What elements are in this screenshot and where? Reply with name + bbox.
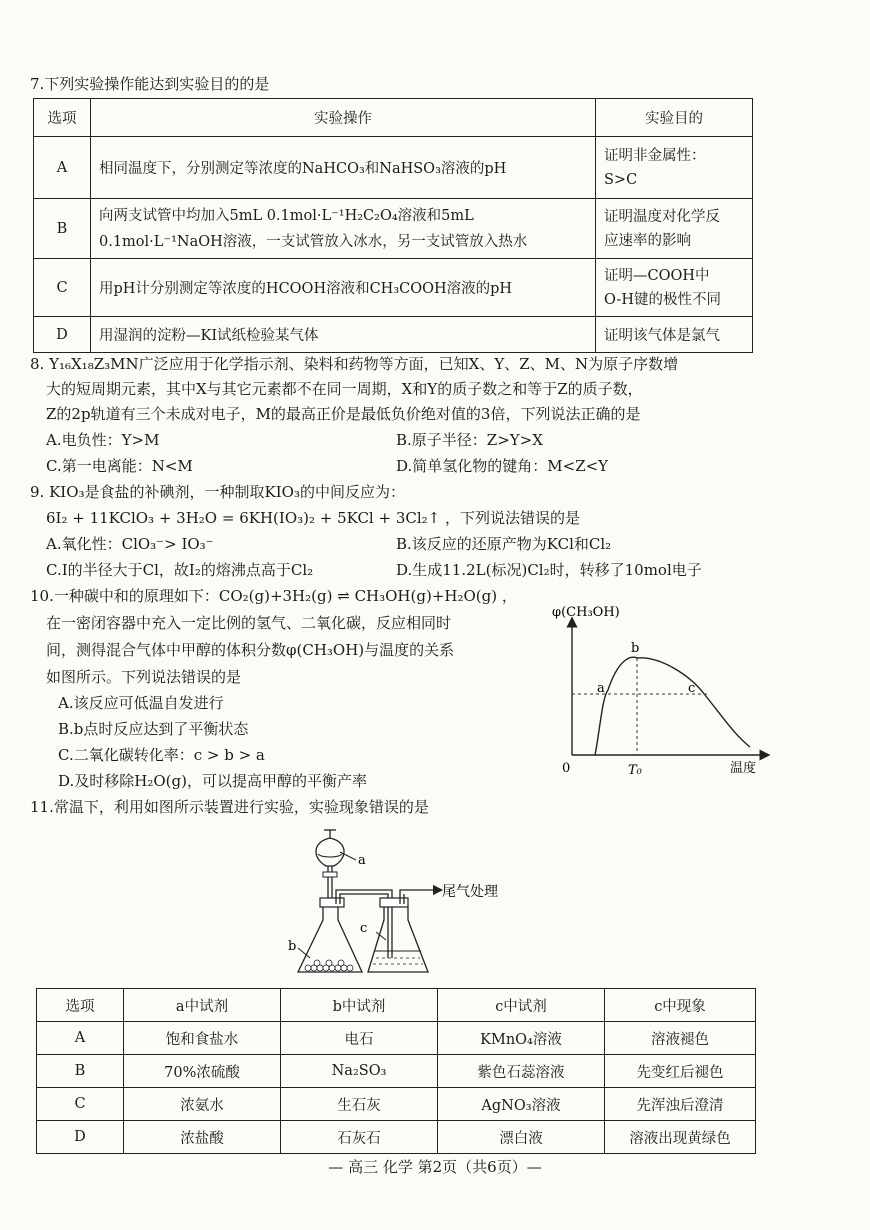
q11-row-c-option: C <box>37 1088 124 1121</box>
page-footer: — 高三 化学 第2页（共6页）— <box>328 1158 542 1176</box>
q10-graph <box>540 600 780 785</box>
tail-gas-label: 尾气处理 <box>442 884 498 900</box>
q9-equation: 6I₂ + 11KClO₃ + 3H₂O = 6KH(IO₃)₂ + 5KCl + 3Cl₂↑ ，下列说法错误的是 <box>46 509 580 527</box>
q11-row-c-b: 生石灰 <box>281 1088 438 1121</box>
q7-row-d-goal: 证明该气体是氯气 <box>596 317 753 353</box>
q7-row-b-option: B <box>34 199 91 259</box>
point-a-label: a <box>597 681 605 696</box>
flask-c <box>368 898 428 972</box>
q7-row-a-option: A <box>34 137 91 199</box>
q9-option-a: A.氧化性：ClO₃⁻> IO₃⁻ <box>46 535 214 553</box>
q11-row-a-b: 电石 <box>281 1022 438 1055</box>
q11-row-b-a: 70%浓硫酸 <box>124 1055 281 1088</box>
origin-label: 0 <box>562 761 571 776</box>
q7-row-b-operation: 向两支试管中均加入5mL 0.1mol·L⁻¹H₂C₂O₄溶液和5mL 0.1mol·L⁻¹NaOH溶液，一支试管放入冰水，另一支试管放入热水 <box>91 199 596 259</box>
q11-row-d-c: 漂白液 <box>438 1121 605 1154</box>
q7-header-option: 选项 <box>34 99 91 137</box>
q9-option-c: C.I的半径大于Cl，故I₂的熔沸点高于Cl₂ <box>46 561 314 579</box>
q11-stem: 11.常温下，利用如图所示装置进行实验，实验现象错误的是 <box>30 798 429 816</box>
q8-option-d: D.简单氢化物的键角：M<Z<Y <box>396 457 609 475</box>
q7-row-d-operation: 用湿润的淀粉—KI试纸检验某气体 <box>91 317 596 353</box>
q10-line-1: 10.一种碳中和的原理如下：CO₂(g)+3H₂(g) ⇌ CH₃OH(g)+H₂O(g) ， <box>30 587 517 605</box>
y-label: φ(CH₃OH) <box>552 605 620 620</box>
curve <box>595 657 750 755</box>
q10-option-b: B.b点时反应达到了平衡状态 <box>58 720 249 738</box>
label-b: b <box>288 939 297 954</box>
q9-option-b: B.该反应的还原产物为KCl和Cl₂ <box>396 535 612 553</box>
q7-row-d-option: D <box>34 317 91 353</box>
q7-table <box>33 98 753 353</box>
q10-line-2: 在一密闭容器中充入一定比例的氢气、二氧化碳，反应相同时 <box>46 614 452 632</box>
q11-header-option: 选项 <box>37 989 124 1022</box>
q9-line-1: 9. KIO₃是食盐的补碘剂，一种制取KIO₃的中间反应为： <box>30 483 405 501</box>
q7-row-a-goal: 证明非金属性： S>C <box>596 137 753 199</box>
point-b-label: b <box>631 641 640 656</box>
q11-header-a: a中试剂 <box>124 989 281 1022</box>
q11-row-d-phenomenon: 溶液出现黄绿色 <box>605 1121 756 1154</box>
q11-header-c: c中试剂 <box>438 989 605 1022</box>
q7-row-c-goal: 证明—COOH中 O-H键的极性不同 <box>596 259 753 317</box>
q11-row-b-c: 紫色石蕊溶液 <box>438 1055 605 1088</box>
q11-row-b-b: Na₂SO₃ <box>281 1055 438 1088</box>
q11-row-c-phenomenon: 先浑浊后澄清 <box>605 1088 756 1121</box>
point-c-label: c <box>688 681 696 696</box>
q11-row-a-a: 饱和食盐水 <box>124 1022 281 1055</box>
q9-option-d: D.生成11.2L(标况)Cl₂时，转移了10mol电子 <box>396 561 702 579</box>
q7-row-a-operation: 相同温度下，分别测定等浓度的NaHCO₃和NaHSO₃溶液的pH <box>91 137 596 199</box>
q7-stem: 7.下列实验操作能达到实验目的的是 <box>30 75 270 93</box>
q8-line-1: 8. Y₁₆X₁₈Z₃MN广泛应用于化学指示剂、染料和药物等方面，已知X、Y、Z、M、N为原子序数增 <box>30 355 679 373</box>
separatory-funnel <box>316 830 344 898</box>
flask-b <box>298 898 362 972</box>
q7-row-c-option: C <box>34 259 91 317</box>
q11-header-b: b中试剂 <box>281 989 438 1022</box>
label-c: c <box>360 921 368 936</box>
q11-row-d-b: 石灰石 <box>281 1121 438 1154</box>
t0-label: T₀ <box>628 763 642 778</box>
q10-option-c: C.二氧化碳转化率：c > b > a <box>58 746 265 764</box>
q10-option-d: D.及时移除H₂O(g)，可以提高甲醇的平衡产率 <box>58 772 367 790</box>
q11-header-phenomenon: c中现象 <box>605 989 756 1022</box>
q7-header-goal: 实验目的 <box>596 99 753 137</box>
q8-line-3: Z的2p轨道有三个未成对电子，M的最高正价是最低负价绝对值的3倍，下列说法正确的是 <box>46 405 641 423</box>
q8-option-c: C.第一电离能：N<M <box>46 457 193 475</box>
q8-option-b: B.原子半径：Z>Y>X <box>396 431 543 449</box>
q11-row-a-option: A <box>37 1022 124 1055</box>
q8-option-a: A.电负性：Y>M <box>46 431 160 449</box>
q10-option-a: A.该反应可低温自发进行 <box>58 694 224 712</box>
q7-row-c-operation: 用pH计分别测定等浓度的HCOOH溶液和CH₃COOH溶液的pH <box>91 259 596 317</box>
q8-line-2: 大的短周期元素，其中X与其它元素都不在同一周期，X和Y的质子数之和等于Z的质子数， <box>46 380 643 398</box>
q11-row-c-a: 浓氨水 <box>124 1088 281 1121</box>
apparatus-figure <box>280 820 540 985</box>
q11-row-b-option: B <box>37 1055 124 1088</box>
q11-row-a-phenomenon: 溶液褪色 <box>605 1022 756 1055</box>
q11-row-a-c: KMnO₄溶液 <box>438 1022 605 1055</box>
q10-line-4: 如图所示。下列说法错误的是 <box>46 668 242 686</box>
x-label: 温度 <box>730 761 757 776</box>
q11-table <box>36 988 756 1154</box>
q10-line-3: 间，测得混合气体中甲醇的体积分数φ(CH₃OH)与温度的关系 <box>46 641 455 659</box>
q11-row-c-c: AgNO₃溶液 <box>438 1088 605 1121</box>
q7-row-b-goal: 证明温度对化学反 应速率的影响 <box>596 199 753 259</box>
q11-row-d-option: D <box>37 1121 124 1154</box>
q11-row-b-phenomenon: 先变红后褪色 <box>605 1055 756 1088</box>
q11-row-d-a: 浓盐酸 <box>124 1121 281 1154</box>
q7-header-operation: 实验操作 <box>91 99 596 137</box>
label-a: a <box>358 853 366 868</box>
